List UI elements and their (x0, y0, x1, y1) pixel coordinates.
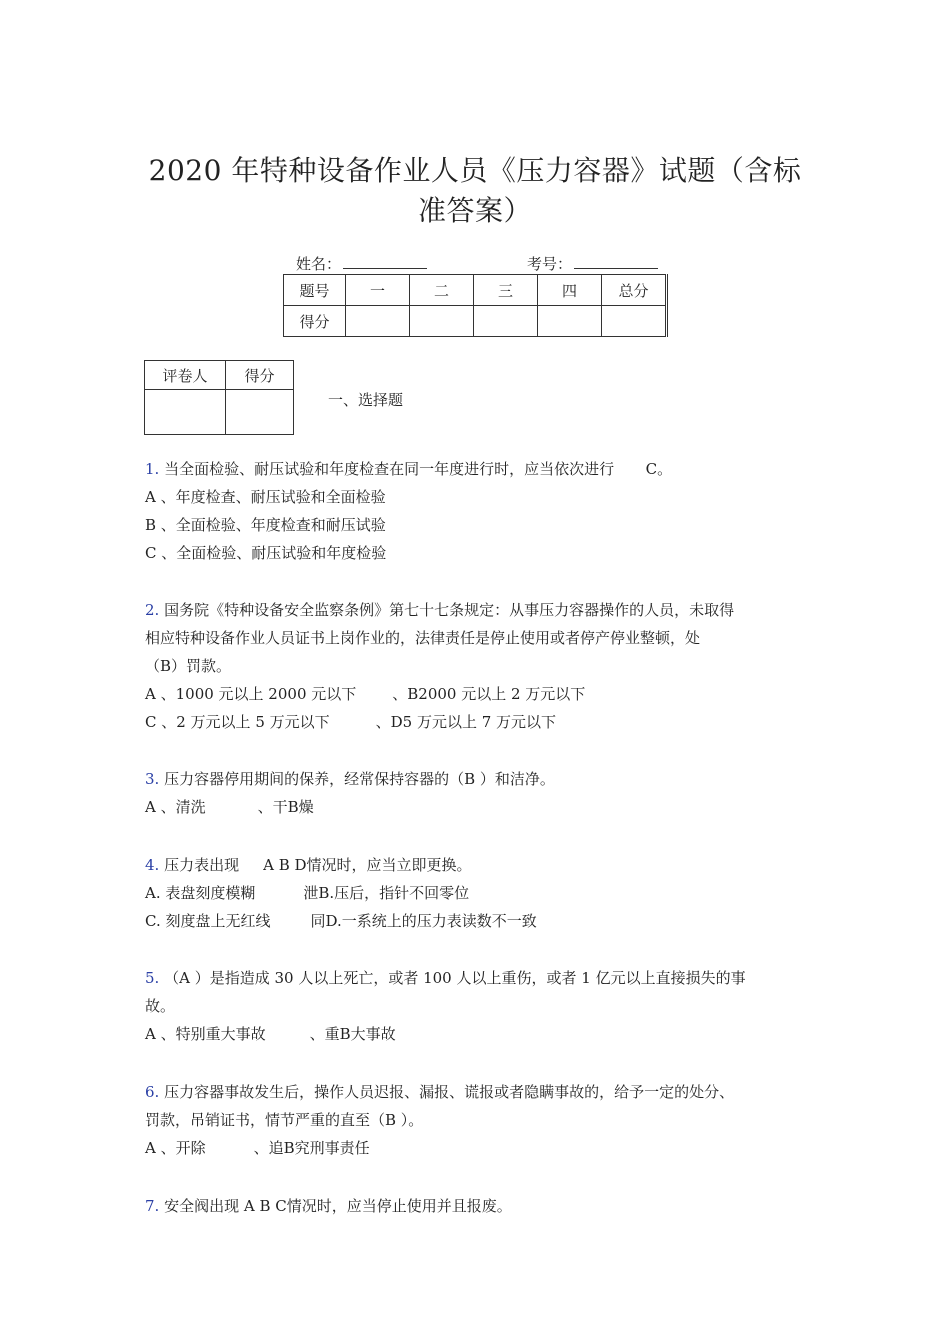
question-text: 相应特种设备作业人员证书上岗作业的，法律责任是停止使用或者停产停业整顿，处 (145, 629, 701, 647)
name-field (296, 253, 427, 274)
name-label: 姓名： (296, 255, 342, 273)
question-5 (145, 964, 807, 1048)
option-b: 、B2000 元以上 2 万元以下 (392, 685, 586, 703)
option: B 、全面检验、年度检查和耐压试验 (145, 516, 386, 534)
option-d: 、D5 万元以上 7 万元以下 (375, 713, 557, 731)
question-stem (145, 765, 807, 793)
option-a: A 、1000 元以上 2000 元以下 (145, 685, 357, 703)
grader-table-blank-row (145, 390, 294, 435)
option-row (145, 1134, 807, 1162)
grader-header-cell: 得分 (226, 361, 294, 390)
question-number: 4. (145, 856, 160, 874)
option-c: C. 刻度盘上无红线 (145, 912, 271, 930)
question-7 (145, 1192, 807, 1220)
option-a: A. 表盘刻度模糊 (145, 884, 256, 902)
question-text: （A ）是指造成 30 人以上死亡，或者 100 人以上重伤，或者 1 亿元以上直接损失的事 (164, 969, 746, 987)
question-number: 1. (145, 460, 160, 478)
score-row-label: 得分 (284, 306, 346, 337)
question-text: 压力表出现 (164, 856, 240, 874)
option-c: C 、2 万元以上 5 万元以下 (145, 713, 330, 731)
question-stem (145, 1078, 807, 1106)
grader-header-cell: 评卷人 (145, 361, 226, 390)
question-2 (145, 596, 807, 736)
question-number: 6. (145, 1083, 160, 1101)
question-number: 2. (145, 601, 160, 619)
grader-cell (145, 390, 226, 435)
question-text: 当全面检验、耐压试验和年度检查在同一年度进行时，应当依次进行 (164, 460, 615, 478)
question-answer: A B D情况时，应当立即更换。 (263, 856, 472, 874)
option: C 、全面检验、耐压试验和年度检验 (145, 544, 387, 562)
option-row (145, 680, 807, 708)
question-text: 国务院《特种设备安全监察条例》第七十七条规定：从事压力容器操作的人员，未取得 (164, 601, 735, 619)
score-header-cell: 三 (474, 275, 538, 306)
option-b: 、干B燥 (257, 798, 314, 816)
section-heading: 一、选择题 (328, 391, 404, 409)
grader-cell (226, 390, 294, 435)
exam-number-field (527, 253, 658, 274)
option-row (145, 793, 807, 821)
score-cell (410, 306, 474, 337)
question-stem (145, 1192, 807, 1220)
score-cell (346, 306, 410, 337)
document-title-line1: 2020 年特种设备作业人员《压力容器》试题（含标 (148, 154, 802, 187)
question-1 (145, 455, 807, 567)
question-number: 3. (145, 770, 160, 788)
option-row (145, 879, 807, 907)
score-header-cell: 题号 (284, 275, 346, 306)
score-cell (538, 306, 602, 337)
score-table (283, 274, 668, 337)
exam-number-blank (574, 254, 658, 269)
question-answer: C。 (645, 460, 673, 478)
option-row (145, 907, 807, 935)
score-header-cell: 二 (410, 275, 474, 306)
score-table-score-row (284, 306, 667, 337)
question-4 (145, 851, 807, 935)
option-a: A 、特别重大事故 (145, 1025, 266, 1043)
grader-table-header-row (145, 361, 294, 390)
option: A 、年度检查、耐压试验和全面检验 (145, 488, 386, 506)
question-text: 安全阀出现 A B C情况时，应当停止使用并且报废。 (164, 1197, 512, 1215)
score-table-header-row (284, 275, 667, 306)
question-stem (145, 455, 807, 483)
option-a: A 、开除 (145, 1139, 206, 1157)
option-row (145, 708, 807, 736)
score-cell (474, 306, 538, 337)
document-title-line2: 准答案） (417, 194, 532, 227)
question-6 (145, 1078, 807, 1162)
question-text: 故。 (145, 997, 176, 1015)
question-text: 罚款，吊销证书，情节严重的直至（B ）。 (145, 1111, 424, 1129)
score-header-cell: 一 (346, 275, 410, 306)
question-number: 7. (145, 1197, 160, 1215)
option-a: A 、清洗 (145, 798, 206, 816)
option-d: 同D.一系统上的压力表读数不一致 (310, 912, 537, 930)
option-row (145, 1020, 807, 1048)
question-text: 压力容器事故发生后，操作人员迟报、漏报、谎报或者隐瞒事故的，给予一定的处分、 (164, 1083, 735, 1101)
exam-number-label: 考号： (527, 255, 573, 273)
question-stem (145, 851, 807, 879)
option-b: 泄B.压后，指针不回零位 (303, 884, 470, 902)
option-b: 、追B究刑事责任 (253, 1139, 370, 1157)
question-number: 5. (145, 969, 160, 987)
question-stem (145, 596, 807, 624)
question-text: 压力容器停用期间的保养，经常保持容器的（B ）和洁净。 (164, 770, 555, 788)
score-header-cell: 总分 (602, 275, 667, 306)
score-cell (602, 306, 667, 337)
option-b: 、重B大事故 (309, 1025, 396, 1043)
score-header-cell: 四 (538, 275, 602, 306)
question-text: （B）罚款。 (145, 657, 232, 675)
question-3 (145, 765, 807, 821)
name-blank (343, 254, 427, 269)
grader-table (144, 360, 294, 435)
question-stem (145, 964, 807, 992)
